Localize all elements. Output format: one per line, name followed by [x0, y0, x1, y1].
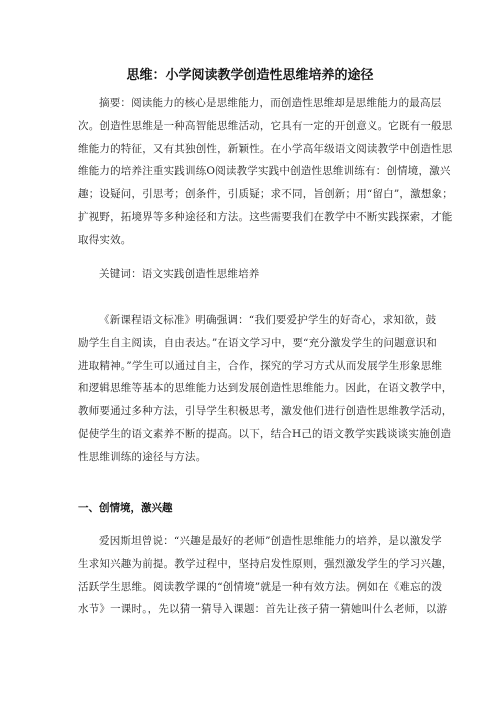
section-line: 水节》一课时。，先以猜一猜导入课题：首先让孩子猜一猜她叫什么老师，以游: [78, 603, 448, 616]
intro-line: 性思维训练的途径与方法。: [78, 450, 207, 463]
intro-line: 励学生自主阅读，自由表达。”在语文学习中，要“充分激发学生的问题意识和: [78, 336, 437, 349]
keywords-line: 关键词：语文实践创造性思维培养: [99, 268, 260, 280]
page-title: 思维：小学阅读教学创造性思维培养的途径: [126, 68, 374, 83]
abstract-line: 次。创造性思维是一种高智能思维活动，它具有一定的开创意义。它既有一般思: [78, 119, 453, 132]
abstract-paragraph: [78, 92, 453, 252]
section-line: 爱因斯坦曾说：“兴趣是最好的老师”创造性思维能力的培养，是以激发学: [99, 535, 442, 547]
section-line: 活跃学生思维。阅读教学课的“创情境”就是一种有效方法。例如在《难忘的泼: [78, 580, 443, 593]
abstract-line: 维能力的培养注重实践训练O阅读教学实践中创造性思维训练有：创情境，激兴: [78, 165, 451, 178]
intro-line: 教师要通过多种方法，引导学生积极思考，激发他们进行创造性思维教学活动，: [78, 405, 453, 418]
abstract-line: 维能力的特征，又有其独创性，新颖性。在小学高年级语文阅读教学中创造性思: [78, 142, 453, 155]
abstract-line: 取得实效。: [78, 233, 132, 246]
section-line: 生求知兴趣为前提。教学过程中，坚持启发性原则，强烈激发学生的学习兴趣，: [78, 557, 453, 570]
intro-line: 《新课程语文标准》明确强调：“我们要爱护学生的好奇心，求知欲，鼓: [99, 314, 437, 326]
intro-line: 进取精神。”学生可以通过自主，合作，探究的学习方式从而发展学生形象思维: [78, 359, 443, 372]
intro-line: 和逻辑思维等基本的思维能力达到发展创造性思维能力。因此，在语文教学中，: [78, 382, 453, 395]
keywords-paragraph: [78, 263, 430, 286]
intro-line: 促使学生的语文素养不断的提高。以下，结合H己的语文教学实践谈谈实施创造: [78, 427, 452, 440]
intro-paragraph: [78, 309, 453, 469]
abstract-line: 扩视野，拓境界等多种途径和方法。这些需要我们在教学中不断实践探索，才能: [78, 210, 453, 223]
section-heading: 一、创情境，激兴趣: [78, 502, 173, 514]
section-paragraph: [78, 530, 453, 621]
abstract-line: 摘要：阅读能力的核心是思维能力，而创造性思维却是思维能力的最高层: [99, 97, 442, 109]
abstract-line: 趣；设疑问，引思考；创条件，引质疑；求不同，旨创新；用“留白”，激想象；: [78, 188, 453, 201]
